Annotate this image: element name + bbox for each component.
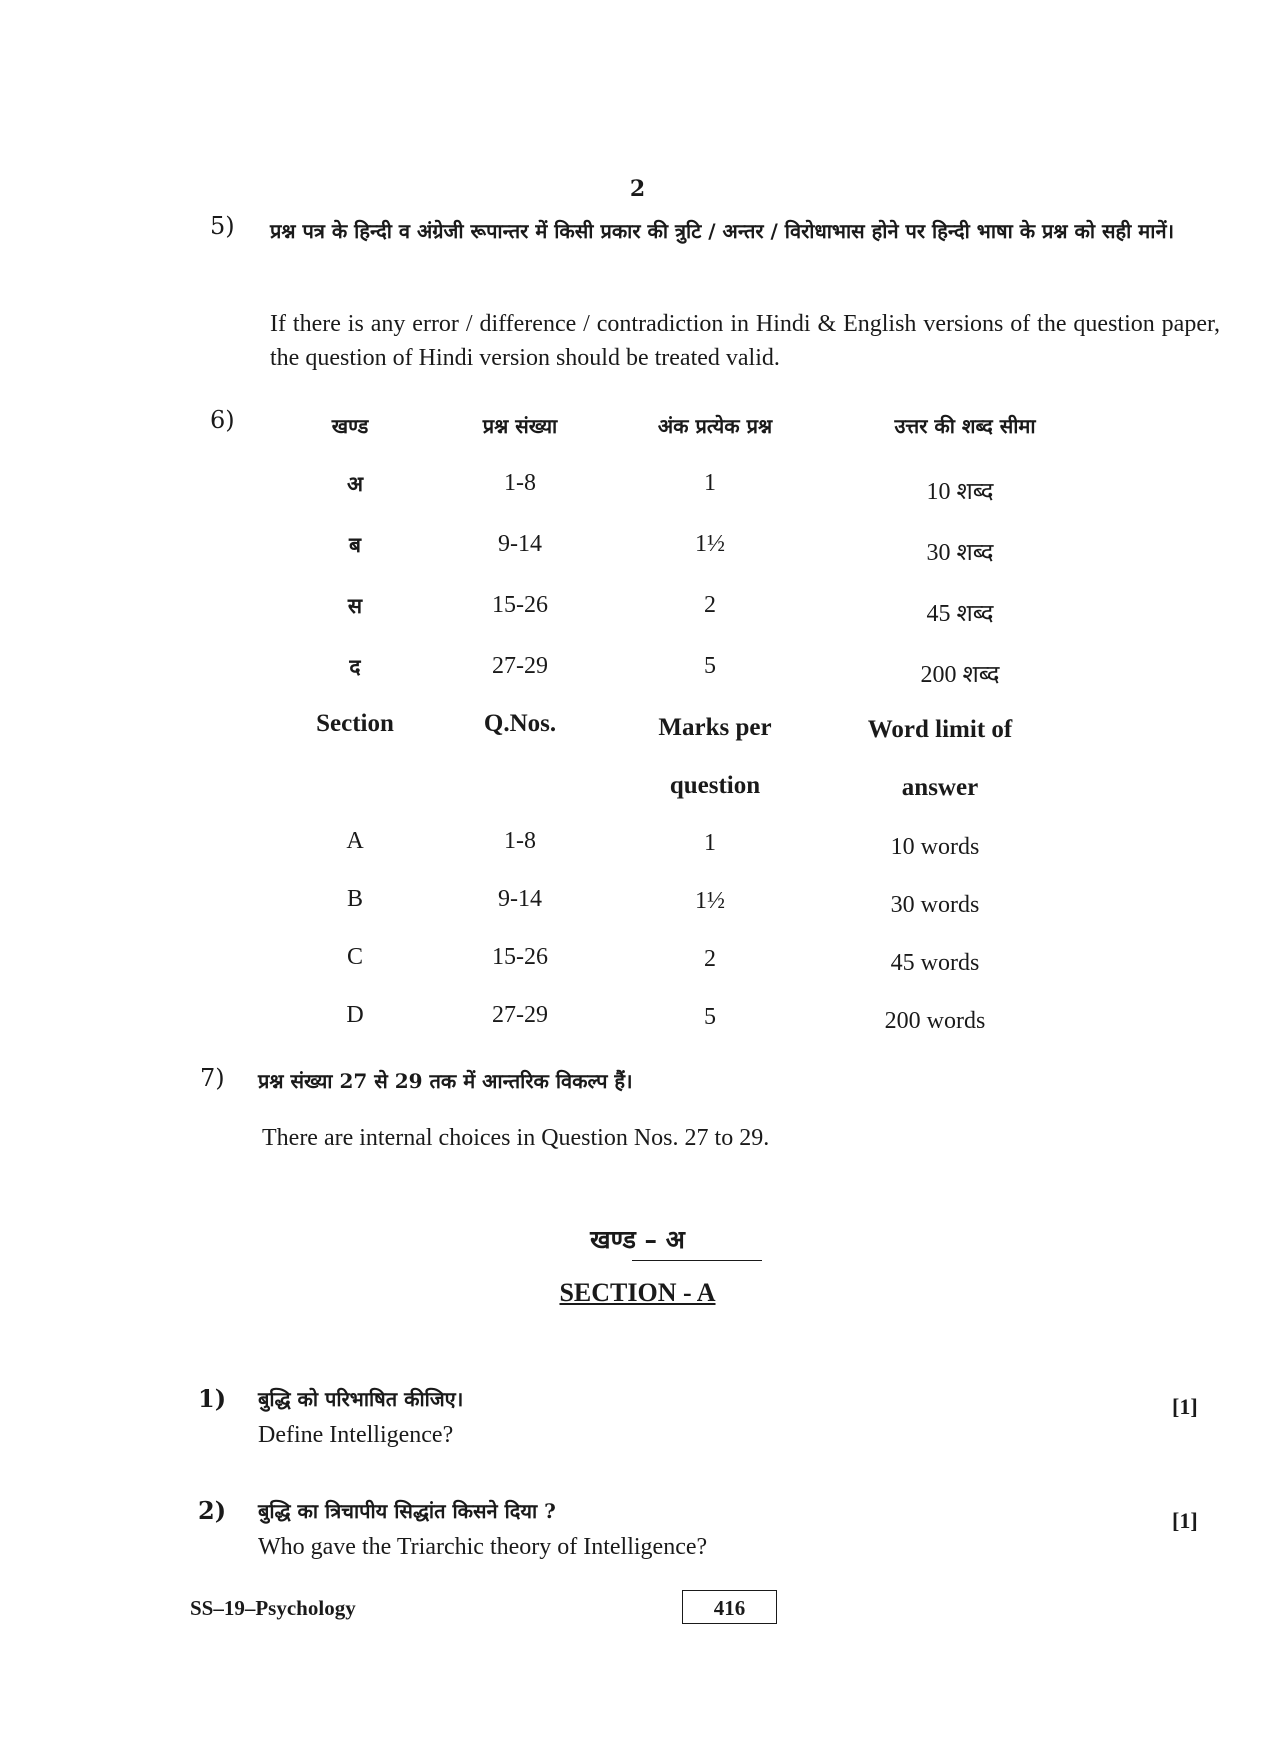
question-1-marks: [1] <box>1172 1394 1198 1419</box>
table-cell: 45 शब्द <box>926 601 994 627</box>
table-cell: 1 <box>704 470 716 496</box>
instruction-5-number: 5) <box>210 212 235 240</box>
hindi-header-section: खण्ड <box>331 414 369 438</box>
section-heading-english: SECTION - A <box>559 1278 716 1307</box>
question-2-marks: [1] <box>1172 1508 1198 1533</box>
table-cell: B <box>346 886 363 912</box>
table-cell: 30 words <box>890 892 980 918</box>
table-cell: 2 <box>704 946 716 972</box>
question-1-english: Define Intelligence? <box>258 1422 454 1448</box>
table-cell: 15-26 <box>492 592 548 618</box>
table-cell: ब <box>349 532 361 557</box>
table-cell: स <box>347 593 363 618</box>
english-header-word-limit-line2: answer <box>901 774 979 801</box>
footer-page-box: 416 <box>682 1590 777 1624</box>
hindi-header-marks: अंक प्रत्येक प्रश्न <box>657 414 773 438</box>
table-cell: 1-8 <box>504 470 536 496</box>
question-2-number: 2) <box>198 1496 227 1525</box>
table-cell: 27-29 <box>492 653 548 679</box>
instruction-7-number: 7) <box>200 1064 225 1092</box>
table-cell: 10 शब्द <box>926 479 994 505</box>
instruction-7-hindi: प्रश्न संख्या 27 से 29 तक में आन्तरिक विकल्प हैं। <box>258 1069 633 1093</box>
english-header-word-limit: Word limit of <box>867 716 1013 743</box>
table-cell: 15-26 <box>492 944 548 970</box>
question-1-number: 1) <box>198 1384 227 1413</box>
hindi-header-qnos: प्रश्न संख्या <box>482 414 558 438</box>
table-cell: 1½ <box>695 888 725 914</box>
instruction-7-english: There are internal choices in Question Nos. 27 to 29. <box>262 1125 770 1151</box>
english-header-marks: Marks per <box>658 714 772 741</box>
english-header-marks-line2: question <box>669 772 761 799</box>
table-cell: द <box>349 654 361 679</box>
footer-paper-code: SS–19–Psychology <box>190 1596 356 1620</box>
table-cell: 5 <box>704 1004 716 1030</box>
table-cell: 1 <box>704 830 716 856</box>
table-cell: C <box>346 944 363 970</box>
table-cell: 27-29 <box>492 1002 548 1028</box>
table-cell: 5 <box>704 653 716 679</box>
section-heading-hindi: खण्ड – अ <box>590 1225 685 1254</box>
hindi-header-word-limit: उत्तर की शब्द सीमा <box>894 414 1036 438</box>
table-cell: 9-14 <box>498 531 542 557</box>
table-cell: 200 words <box>884 1008 986 1034</box>
instruction-5-hindi: प्रश्न पत्र के हिन्दी व अंग्रेजी रूपान्तर में किसी प्रकार की त्रुटि / अन्तर / विरोधाभास होने पर हिन्दी भाषा के प्रश्न को सही मानें। <box>270 219 1175 243</box>
instruction-5-english: If there is any error / difference / contradiction in Hindi & English versions of the question paper, the question of Hindi version should be treated valid. <box>270 311 1220 371</box>
english-header-section: Section <box>316 710 394 737</box>
table-cell: 30 शब्द <box>926 540 994 566</box>
question-2-english: Who gave the Triarchic theory of Intelligence? <box>258 1534 708 1560</box>
table-cell: 45 words <box>890 950 980 976</box>
table-cell: 1-8 <box>504 828 536 854</box>
table-cell: 2 <box>704 592 716 618</box>
table-cell: 1½ <box>695 531 725 557</box>
english-header-qnos: Q.Nos. <box>483 710 557 737</box>
question-1-hindi: बुद्धि को परिभाषित कीजिए। <box>258 1387 464 1411</box>
table-cell: 9-14 <box>498 886 542 912</box>
section-heading-rule <box>632 1260 762 1261</box>
table-cell: A <box>346 828 364 854</box>
page-number: 2 <box>629 176 646 202</box>
table-cell: D <box>346 1002 364 1028</box>
table-cell: अ <box>346 471 364 496</box>
table-cell: 200 शब्द <box>920 662 1000 688</box>
question-2-hindi: बुद्धि का त्रिचापीय सिद्धांत किसने दिया ? <box>258 1499 556 1523</box>
table-cell: 10 words <box>890 834 980 860</box>
instruction-6-number: 6) <box>210 406 235 434</box>
